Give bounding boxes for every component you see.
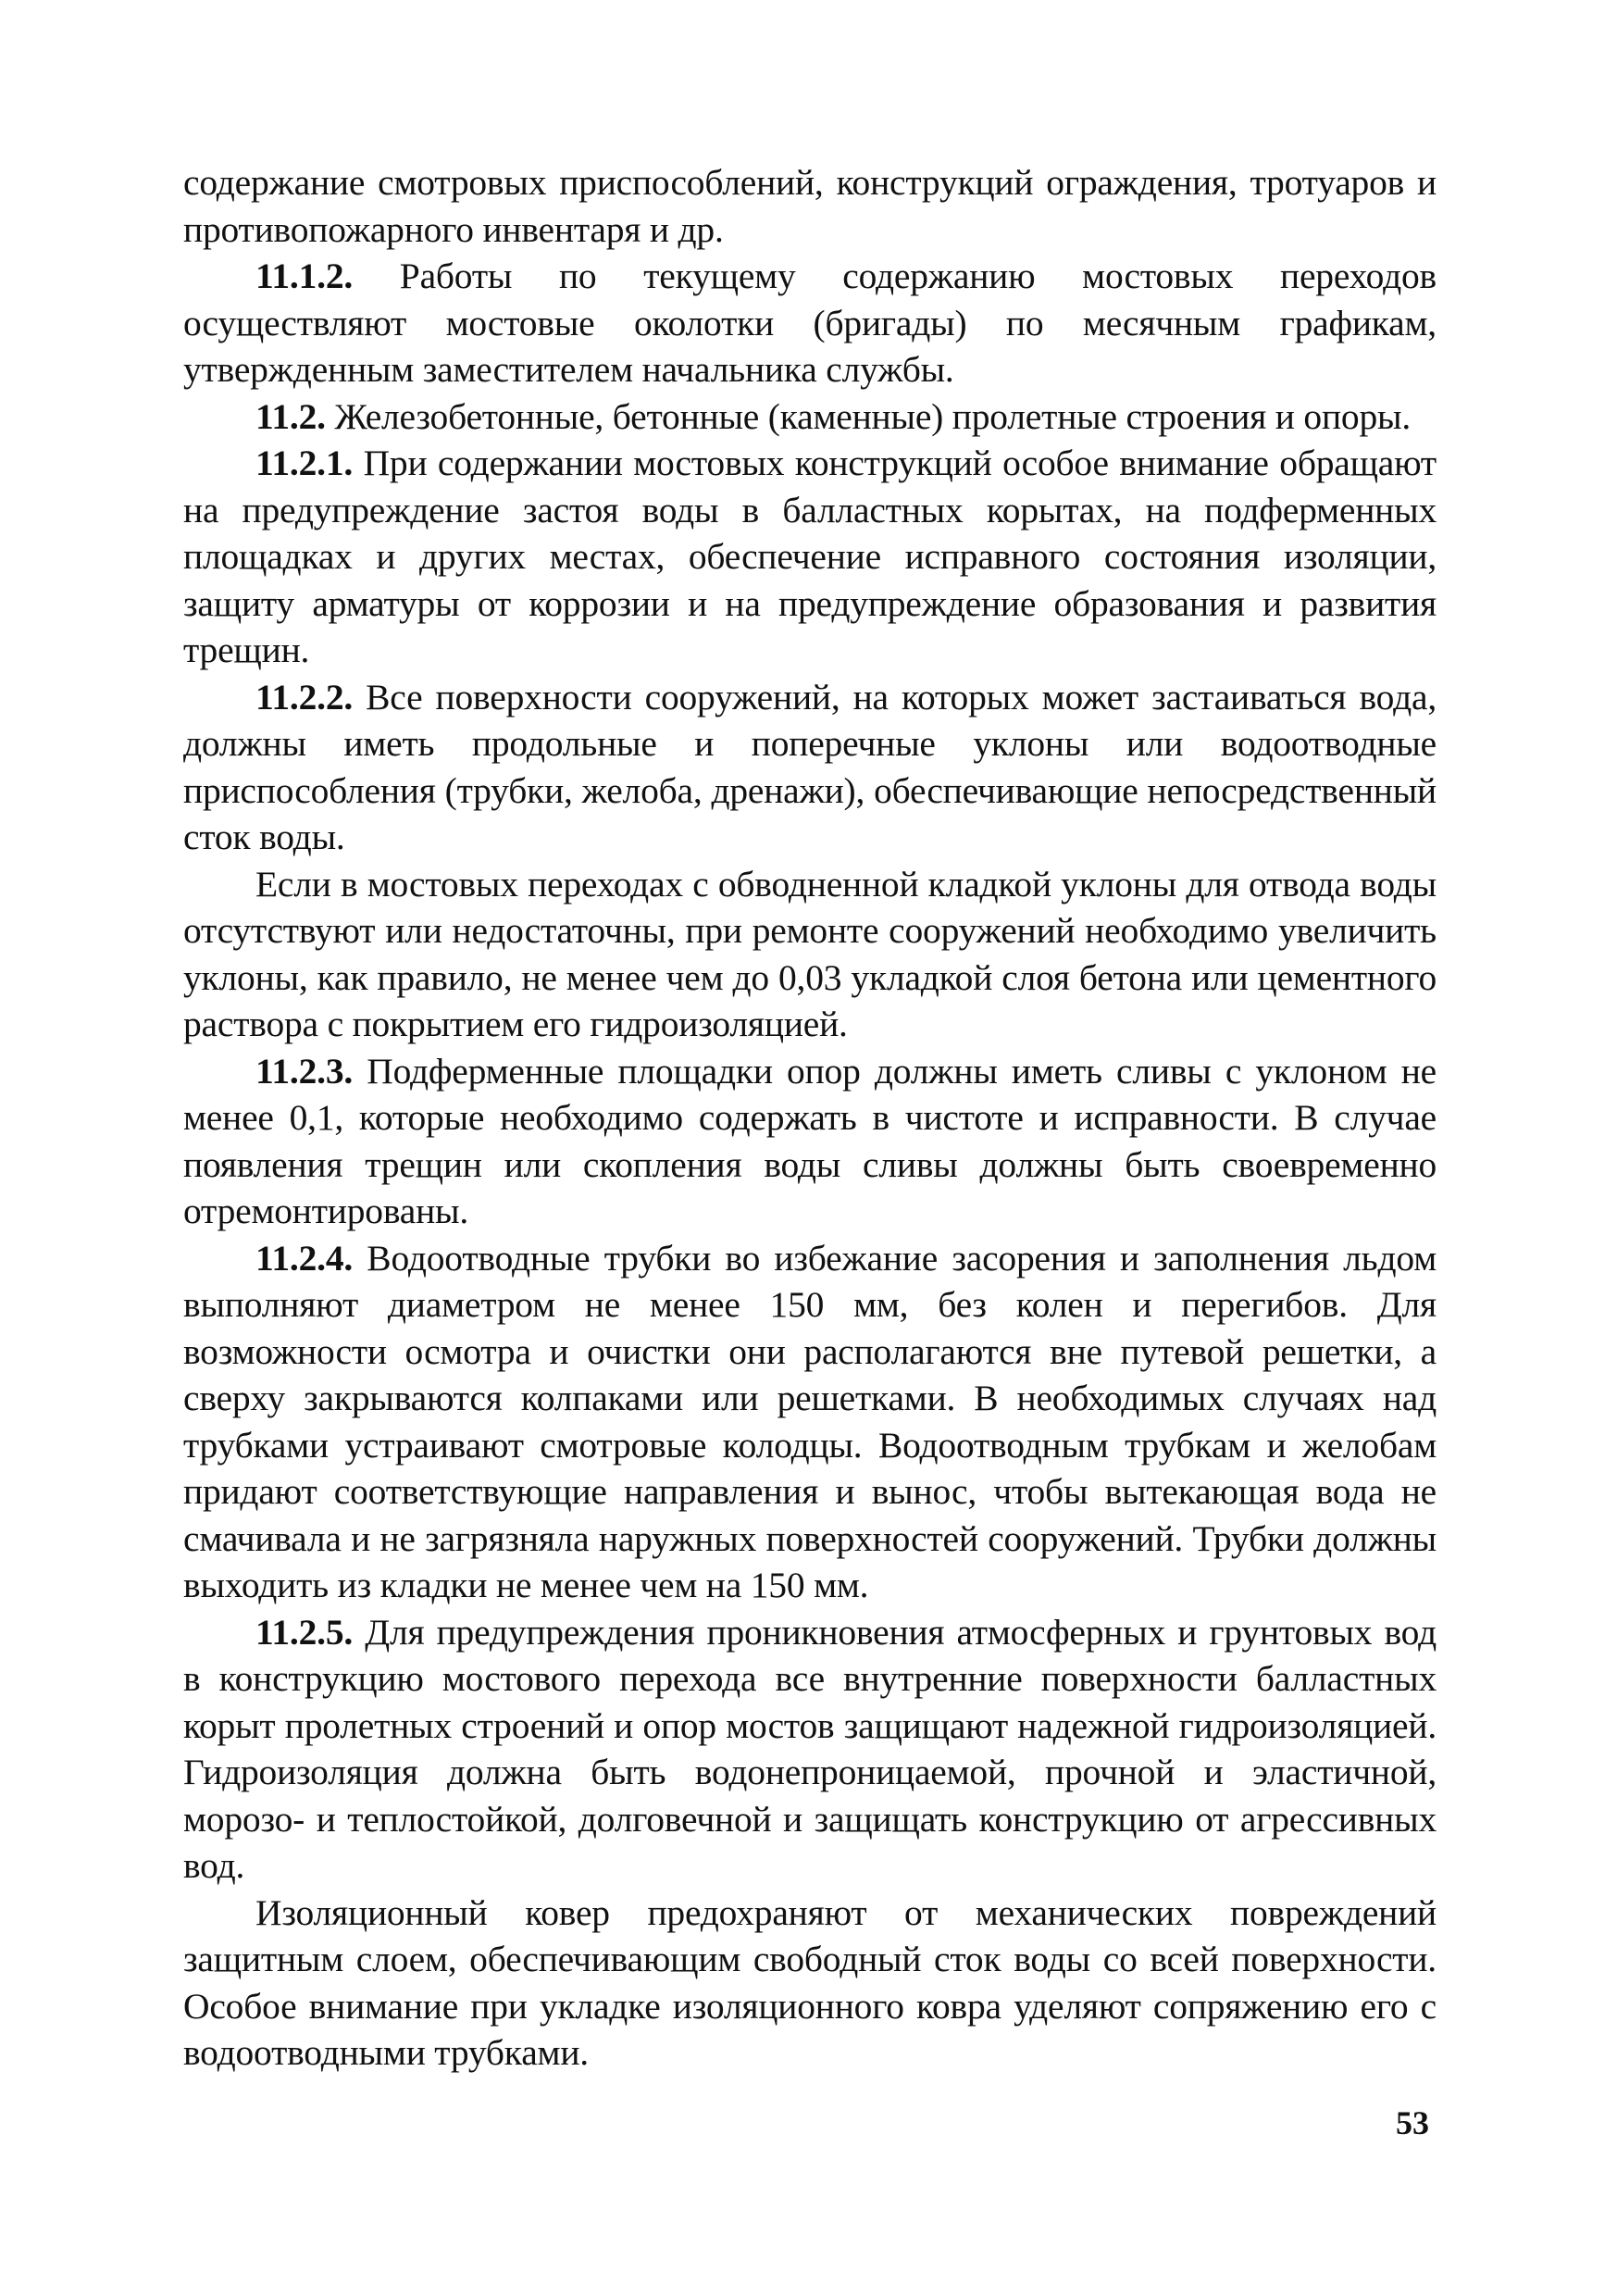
- paragraph-slopes: [183, 861, 1437, 1048]
- clause-number: 11.2.1.: [255, 443, 354, 483]
- paragraph-continuation: [183, 159, 1437, 253]
- paragraph-11-2-2: [183, 674, 1437, 861]
- paragraph-text: Для предупреждения проникновения атмосферных и грунтовых вод в конструкцию мостового перехода все внутренние поверхности балластных корыт пролетных строений и опор мостов защищают надежной гидроизоляцией. Гидроизоляция должна быть водонепроницаемой, прочной и эластичной, морозо- и теплостойкой, долговечной и защищать конструкцию от агрессивных вод.: [183, 1611, 1437, 1886]
- paragraph-text: Водоотводные трубки во избежание засорения и заполнения льдом выполняют диаметром не менее 150 мм, без колен и перегибов. Для возможности осмотра и очистки они располагаются вне путевой решетки, а сверху закрываются колпаками или решетками. В необходимых случаях над трубками устраивают смотровые колодцы. Водоотводным трубкам и желобам придают соответствующие направления и вынос, чтобы вытекающая вода не смачивала и не загрязняла наружных поверхностей сооружений. Трубки должны выходить из кладки не менее чем на 150 мм.: [183, 1237, 1437, 1605]
- clause-number: 11.2.3.: [255, 1050, 354, 1092]
- paragraph-text: Изоляционный ковер предохраняют от механических повреждений защитным слоем, обеспечивающим свободный сток воды со всей поверхности. Особое внимание при укладке изоляционного ковра уделяют сопряжению его с водоотводными трубками.: [183, 1891, 1437, 2073]
- clause-number: 11.2.4.: [255, 1237, 354, 1279]
- paragraph-text: Железобетонные, бетонные (каменные) пролетные строения и опоры.: [325, 395, 1412, 437]
- paragraph-text: Если в мостовых переходах с обводненной кладкой уклоны для отвода воды отсутствуют или недостаточны, при ремонте сооружений необходимо увеличить уклоны, как правило, не менее чем до 0,03 укладкой слоя бетона или цементного раствора с покрытием его гидроизоляцией.: [183, 863, 1437, 1044]
- paragraph-text: Работы по текущему содержанию мостовых переходов осуществляют мостовые околотки (бригады) по месячным графикам, утвержденным заместителем начальника службы.: [183, 256, 1437, 390]
- paragraph-text: Все поверхности сооружений, на которых может застаиваться вода, должны иметь продольные и поперечные уклоны или водоотводные приспособления (трубки, желоба, дренажи), обеспечивающие непосредственный сток воды.: [183, 676, 1437, 857]
- paragraph-11-2-1: [183, 440, 1437, 674]
- clause-number: 11.2.5.: [255, 1611, 354, 1653]
- paragraph-text: Подферменные площадки опор должны иметь сливы с уклоном не менее 0,1, которые необходимо содержать в чистоте и исправности. В случае появления трещин или скопления воды сливы должны быть своевременно отремонтированы.: [183, 1050, 1437, 1231]
- paragraph-insulation: [183, 1890, 1437, 2077]
- paragraph-11-2-4: [183, 1235, 1437, 1609]
- paragraph-11-2-3: [183, 1048, 1437, 1235]
- paragraph-11-2: [183, 393, 1437, 441]
- clause-number: 11.2.2.: [255, 676, 354, 718]
- paragraph-text: содержание смотровых приспособлений, конструкций ограждения, тротуаров и противопожарного инвентаря и др.: [183, 162, 1437, 250]
- paragraph-11-1-2: [183, 253, 1437, 393]
- page-number: 53: [1396, 2104, 1429, 2141]
- clause-number: 11.1.2.: [255, 256, 354, 296]
- paragraph-11-2-5: [183, 1609, 1437, 1890]
- clause-number: 11.2.: [255, 395, 326, 437]
- document-page: [183, 159, 1437, 2077]
- paragraph-text: При содержании мостовых конструкций особое внимание обращают на предупреждение застоя воды в балластных корытах, на подферменных площадках и других местах, обеспечение исправного состояния изоляции, защиту арматуры от коррозии и на предупреждение образования и развития трещин.: [183, 443, 1437, 670]
